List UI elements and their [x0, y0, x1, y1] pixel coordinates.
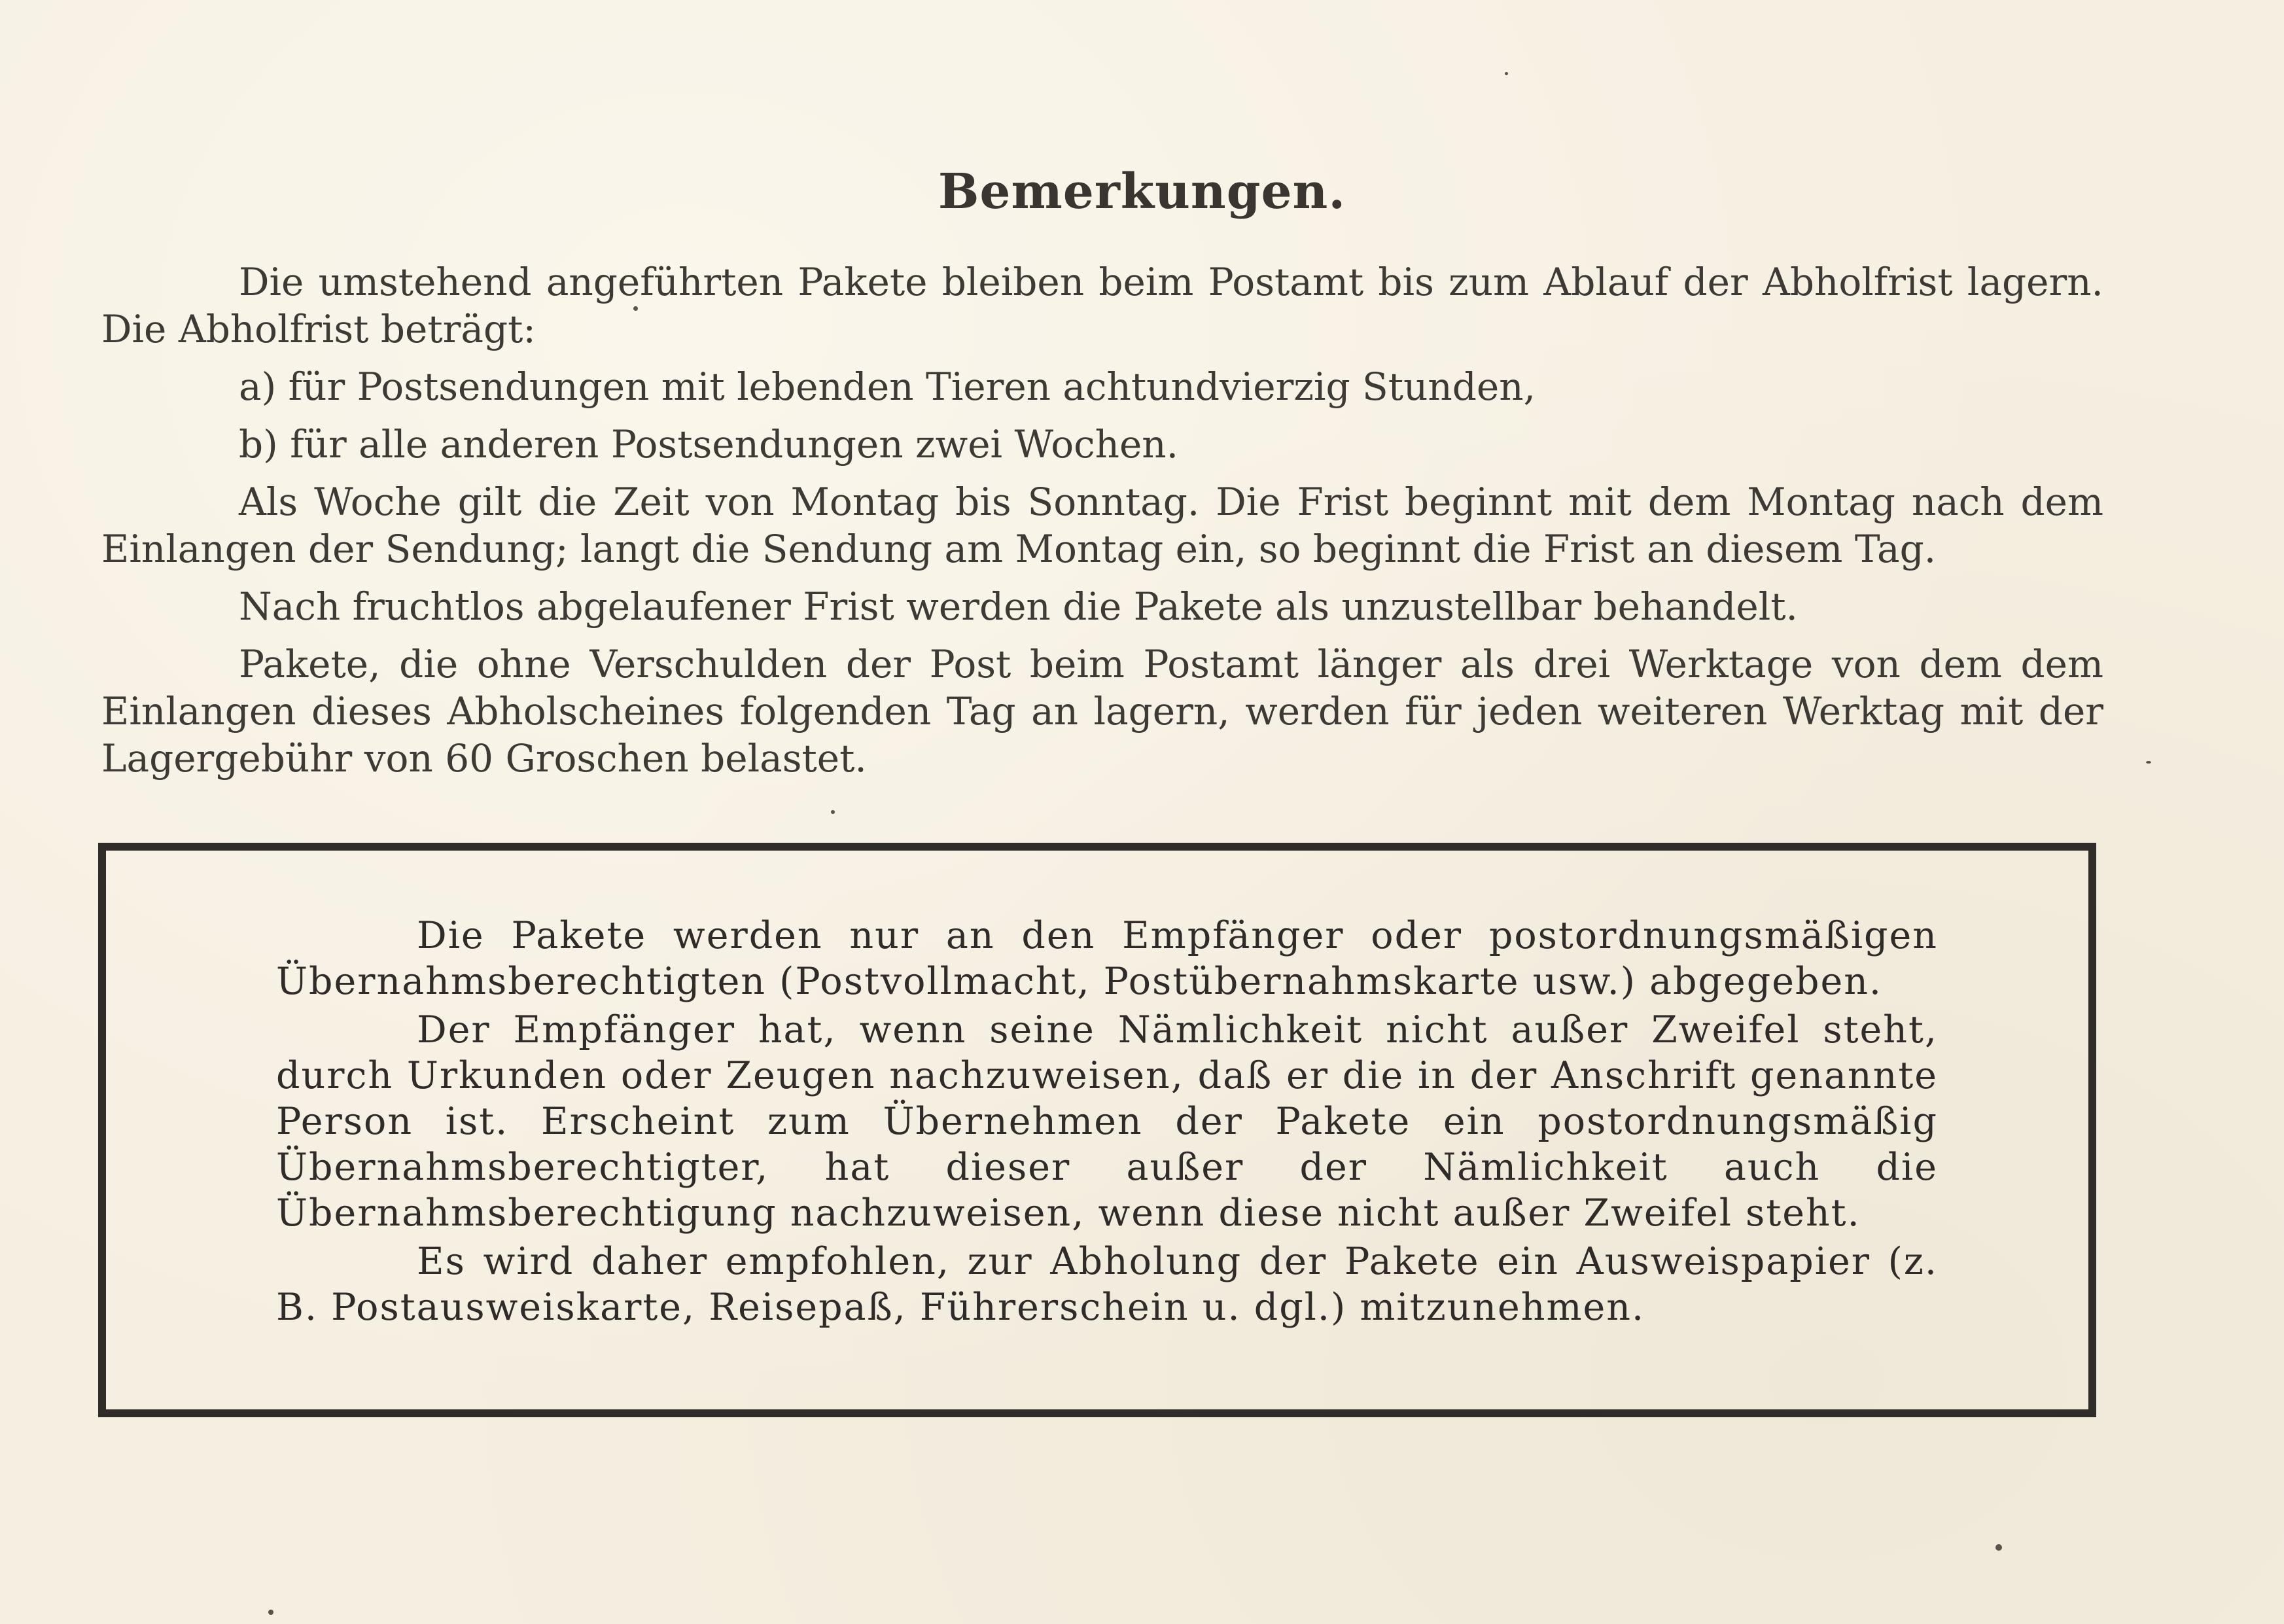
- notice-box: [98, 843, 2096, 1417]
- paper-speck: [633, 306, 638, 311]
- remarks-item-b: b) für alle anderen Postsendungen zwei Wochen.: [239, 422, 1179, 467]
- remarks-item-a: a) für Postsendungen mit lebenden Tieren achtundvierzig Stunden,: [239, 364, 1536, 409]
- remarks-intro-line2: Die Abholfrist beträgt:: [101, 307, 536, 351]
- notice-paragraph-3: Es wird daher empfohlen, zur Abholung der Pakete ein Ausweispapier (z. B. Postausweiskarte, Reisepaß, Führerschein u. dgl.) mitzunehmen.: [276, 1240, 1938, 1329]
- page-title: Bemerkungen.: [938, 164, 1346, 220]
- notice-paragraph-1: Die Pakete werden nur an den Empfänger oder postordnungsmäßigen Übernahmsberechtigten (Postvollmacht, Postübernahmskarte usw.) abgegeben.: [276, 914, 1938, 1003]
- notice-text: [276, 913, 1938, 1333]
- remarks-week-rule: Als Woche gilt die Zeit von Montag bis Sonntag. Die Frist beginnt mit dem Montag nach dem Einlangen der Sendung; langt die Sendung am Montag ein, so beginnt die Frist an diesem Tag.: [101, 480, 2103, 571]
- paper-speck: [268, 1610, 273, 1615]
- remarks-intro-line1: Die umstehend angeführten Pakete bleiben beim Postamt bis zum Ablauf der Abholfrist lagern.: [239, 260, 2103, 304]
- remarks-section: [101, 258, 2103, 792]
- paper-speck: [1505, 72, 1508, 75]
- notice-paragraph-2: Der Empfänger hat, wenn seine Nämlichkeit nicht außer Zweifel steht, durch Urkunden oder Zeugen nachzuweisen, daß er die in der Anschrift genannte Person ist. Erscheint zum Übernehmen der Pakete ein postordnungsmäßig Übernahmsberechtigter, hat dieser außer der Nämlichkeit auch die Übernahmsberechtigung nachzuweisen, wenn diese nicht außer Zweifel steht.: [276, 1008, 1938, 1235]
- remarks-storage-fee: Pakete, die ohne Verschulden der Post beim Postamt länger als drei Werktage von dem dem Einlangen dieses Abholscheines folgenden Tag an lagern, werden für jeden weiteren Werktag mit der Lagergebühr von 60 Groschen belastet.: [101, 642, 2103, 781]
- paper-speck: [831, 810, 835, 814]
- remarks-intro: [101, 258, 2103, 353]
- remarks-expiry-rule: Nach fruchtlos abgelaufener Frist werden die Pakete als unzustellbar behandelt.: [239, 584, 1798, 629]
- paper-speck: [1995, 1544, 2002, 1551]
- paper-speck: [2146, 761, 2151, 764]
